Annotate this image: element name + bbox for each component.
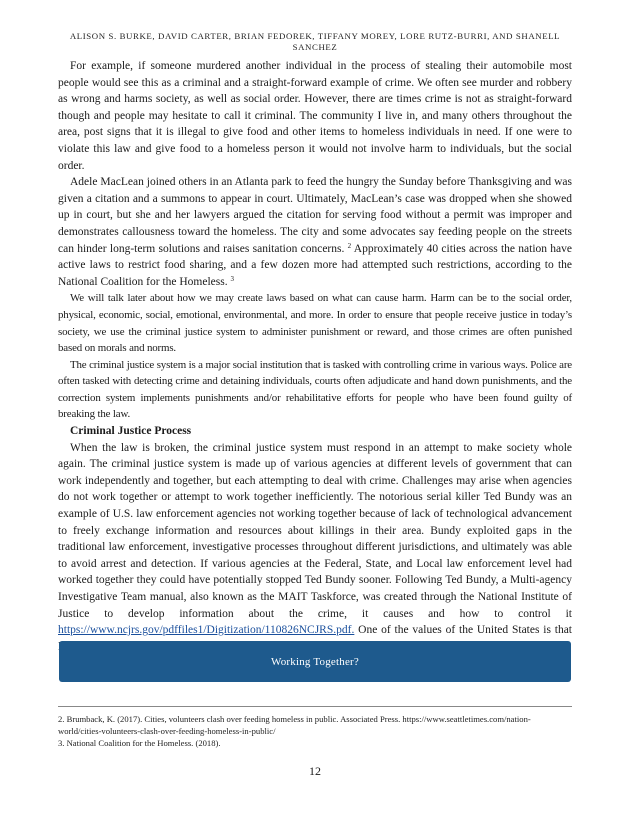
running-head: ALISON S. BURKE, DAVID CARTER, BRIAN FEDOREK, TIFFANY MOREY, LORE RUTZ-BURRI, AND SHANELL SANCHEZ	[69, 31, 561, 52]
paragraph-cj-institution: The criminal justice system is a major social institution that is tasked with controlling crime in various ways. Police are often tasked with detecting crime and detaining individuals, courts often adjudicate and hand down punishments, and the correction system implements punishments and/or rehabilitative efforts for people who have been found guilty of breaking the law.	[58, 358, 572, 421]
paragraph-cj-process	[58, 440, 572, 656]
ncjrs-link[interactable]: https://www.ncjrs.gov/pdffiles1/Digitization/110826NCJRS.pdf.	[58, 624, 355, 637]
paragraph-murder-example: For example, if someone murdered another individual in the process of stealing their automobile most people would see this as a criminal and a straight-forward example of crime. We often see murder and robbery as wrong and harms society, as well as social order. However, there are times crime is not as straight-forward though and people may hesitate to call it criminal. The community I live in, and many others throughout the area, post signs that it is illegal to give food and other items to homeless individuals in need. If one were to violate this law and give food to a homeless person it would not involve harm to individuals, but the social order.	[58, 60, 572, 172]
footnotes	[58, 714, 572, 751]
footnote-ref-3[interactable]: 3	[230, 274, 234, 283]
working-together-callout[interactable]	[59, 641, 571, 682]
page-number: 12	[309, 764, 321, 778]
paragraph-text: Approximately 40 cities across the nation have active laws to restrict food sharing, and a few dozen more had attempted such restrictions, according to the National Coalition for the Homeless.	[58, 242, 573, 288]
footnote-3: 3. National Coalition for the Homeless. (2018).	[58, 738, 221, 749]
paragraph-text: Adele MacLean joined others in an Atlanta park to feed the hungry the Sunday before Thanksgiving and was given a citation and a summons to appear in court. Ultimately, MacLean’s case was dropped when she showed up in court, but she and her lawyers argued the citation for serving food without a permit was improper and demonstrates callousness toward the homeless. The city and some advocates say feeding people on the streets can hinder long-term solutions and raises sanitation concerns.	[58, 176, 572, 255]
section-heading: Criminal Justice Process	[70, 425, 192, 438]
body-text	[58, 58, 572, 655]
callout-label: Working Together?	[271, 655, 359, 668]
paragraph-text: When the law is broken, the criminal justice system must respond in an attempt to make society whole again. The criminal justice system is made up of various agencies at different levels of government that can work independently and together, but each attempting to deal with crime. Challenges may arise when agencies do not work together or attempt to work together inefficiently. The notorious serial killer Ted Bundy was an example of U.S. law enforcement agencies not working together because of lack of technological advancement to freely exchange information and resources about killings in their area. Bundy exploited gaps in the traditional law enforcement, investigative processes throughout different jurisdictions, and ultimately was able to avoid arrest and detection. If various agencies at the Federal, State, and Local law enforcement level had worked together they could have potentially stopped Ted Bundy sooner. Following Ted Bundy, a Multi-agency Investigative Team manual, also known as the MAIT Taskforce, was created through the National Institute of Justice to develop information about the crime, it causes and how to control it	[58, 441, 572, 620]
paragraph-adele-maclean	[58, 174, 572, 290]
footnote-divider	[58, 706, 572, 707]
paragraph-text: One of the values of the United States is that	[358, 624, 572, 637]
footnote-2: 2. Brumback, K. (2017). Cities, volunteers clash over feeding homeless in public. Associated Press. https://www.seattletimes.com/nation-world/cities-volunteers-clash-over-feeding-homeless-in-public/	[58, 714, 531, 736]
footnote-ref-2[interactable]: 2	[347, 241, 352, 250]
paragraph-harm: We will talk later about how we may create laws based on what can cause harm. Harm can be to the social order, physical, economic, social, emotional, environmental, and more. In order to ensure that people receive justice in today’s society, we use the criminal justice system to administer punishment or reward, and those crimes are often punished based on morals and norms.	[58, 292, 572, 355]
